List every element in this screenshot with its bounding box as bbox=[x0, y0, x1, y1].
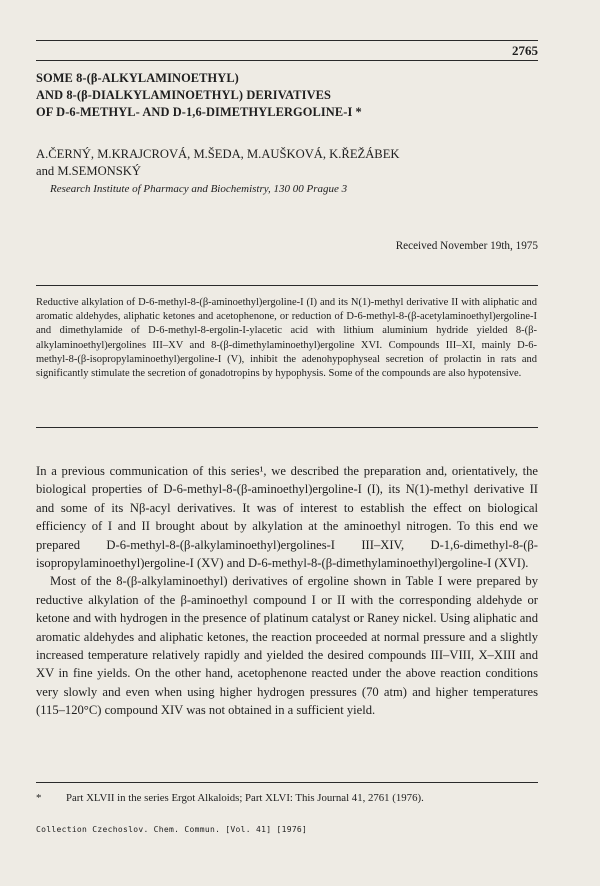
authors bbox=[36, 146, 556, 180]
authors-line-1: A.ČERNÝ, M.KRAJCROVÁ, M.ŠEDA, M.AUŠKOVÁ, K.ŘEŽÁBEK bbox=[36, 147, 400, 161]
title-line-1: SOME 8-(β-ALKYLAMINOETHYL) bbox=[36, 71, 239, 85]
title-line-2: AND 8-(β-DIALKYLAMINOETHYL) DERIVATIVES bbox=[36, 88, 331, 102]
title-line-3: OF D-6-METHYL- AND D-1,6-DIMETHYLERGOLINE-I * bbox=[36, 105, 362, 119]
top-rule bbox=[36, 40, 538, 41]
authors-line-2: and M.SEMONSKÝ bbox=[36, 164, 141, 178]
body-paragraph-1: In a previous communication of this series¹, we described the preparation and, orientatively, the biological properties of D-6-methyl-8-(β-aminoethyl)ergoline-I (I), its N(1)-methyl derivative II and some of its Nβ-acyl derivatives. It was of interest to establish the effect on biological efficiency of I and II brought about by alkylation at the aminoethyl nitrogen. To this end we prepared D-6-methyl-8-(β-alkylaminoethyl)ergolines-I III–XIV, D-1,6-dimethyl-8-(β-isopropylaminoethyl)ergoline-I (XV) and D-6-methyl-8-(β-dimethylaminoethyl)ergoline-I (XVI). bbox=[36, 464, 538, 571]
footnote-rule bbox=[36, 782, 538, 783]
journal-footer: Collection Czechoslov. Chem. Commun. [Vol. 41] [1976] bbox=[36, 825, 308, 834]
footnote-mark: * bbox=[36, 792, 42, 804]
body-paragraph-2: Most of the 8-(β-alkylaminoethyl) derivatives of ergoline shown in Table I were prepared by reductive alkylation of the β-aminoethyl compound I or II with the corresponding aldehyde or ketone and with hydrogen in the presence of platinum catalyst or Raney nickel. Using aliphatic and aromatic aldehydes and aliphatic ketones, the reaction proceeded at normal pressure and a slightly increased temperature relatively rapidly and yielded the desired compounds III–VIII, X–XIII and XV in fine yields. On the other hand, acetophenone reacted under the above reaction conditions very slowly and even when using higher hydrogen pressures (70 atm) and higher temperatures (115–120°C) compound XIV was not obtained in a sufficient yield. bbox=[36, 574, 538, 718]
header-rule bbox=[36, 60, 538, 61]
footnote bbox=[36, 792, 536, 804]
page-number: 2765 bbox=[512, 43, 538, 58]
received-date: Received November 19th, 1975 bbox=[395, 240, 538, 252]
body-text bbox=[36, 462, 538, 720]
footnote-text: Part XLVII in the series Ergot Alkaloids; Part XLVI: This Journal 41, 2761 (1976). bbox=[66, 792, 424, 804]
abstract-top-rule bbox=[36, 285, 538, 286]
article-title bbox=[36, 70, 536, 121]
abstract-bottom-rule bbox=[36, 427, 538, 428]
abstract: Reductive alkylation of D-6-methyl-8-(β-aminoethyl)ergoline-I (I) and its N(1)-methyl derivative II with aliphatic and aromatic aldehydes, aliphatic ketones and acetophenone, or reduction of D-6-methyl-8-(β-acetylaminoethyl)ergoline-I and dimethylamide of D-6-methyl-8-ergolin-I-ylacetic acid with lithium aluminium hydride yielded 8-(β-alkylaminoethyl)ergolines III–XV and 8-(β-dimethylaminoethyl)ergoline XVI. Compounds III–XI, mainly D-6-methyl-8-(β-isopropylaminoethyl)ergoline-I (V), inhibit the adenohypophyseal secretion of prolactin in rats and significantly stimulate the secretion of gonadotropins by hypophysis. Some of the compounds are also hypotensive. bbox=[36, 297, 537, 380]
affiliation: Research Institute of Pharmacy and Biochemistry, 130 00 Prague 3 bbox=[50, 183, 348, 195]
